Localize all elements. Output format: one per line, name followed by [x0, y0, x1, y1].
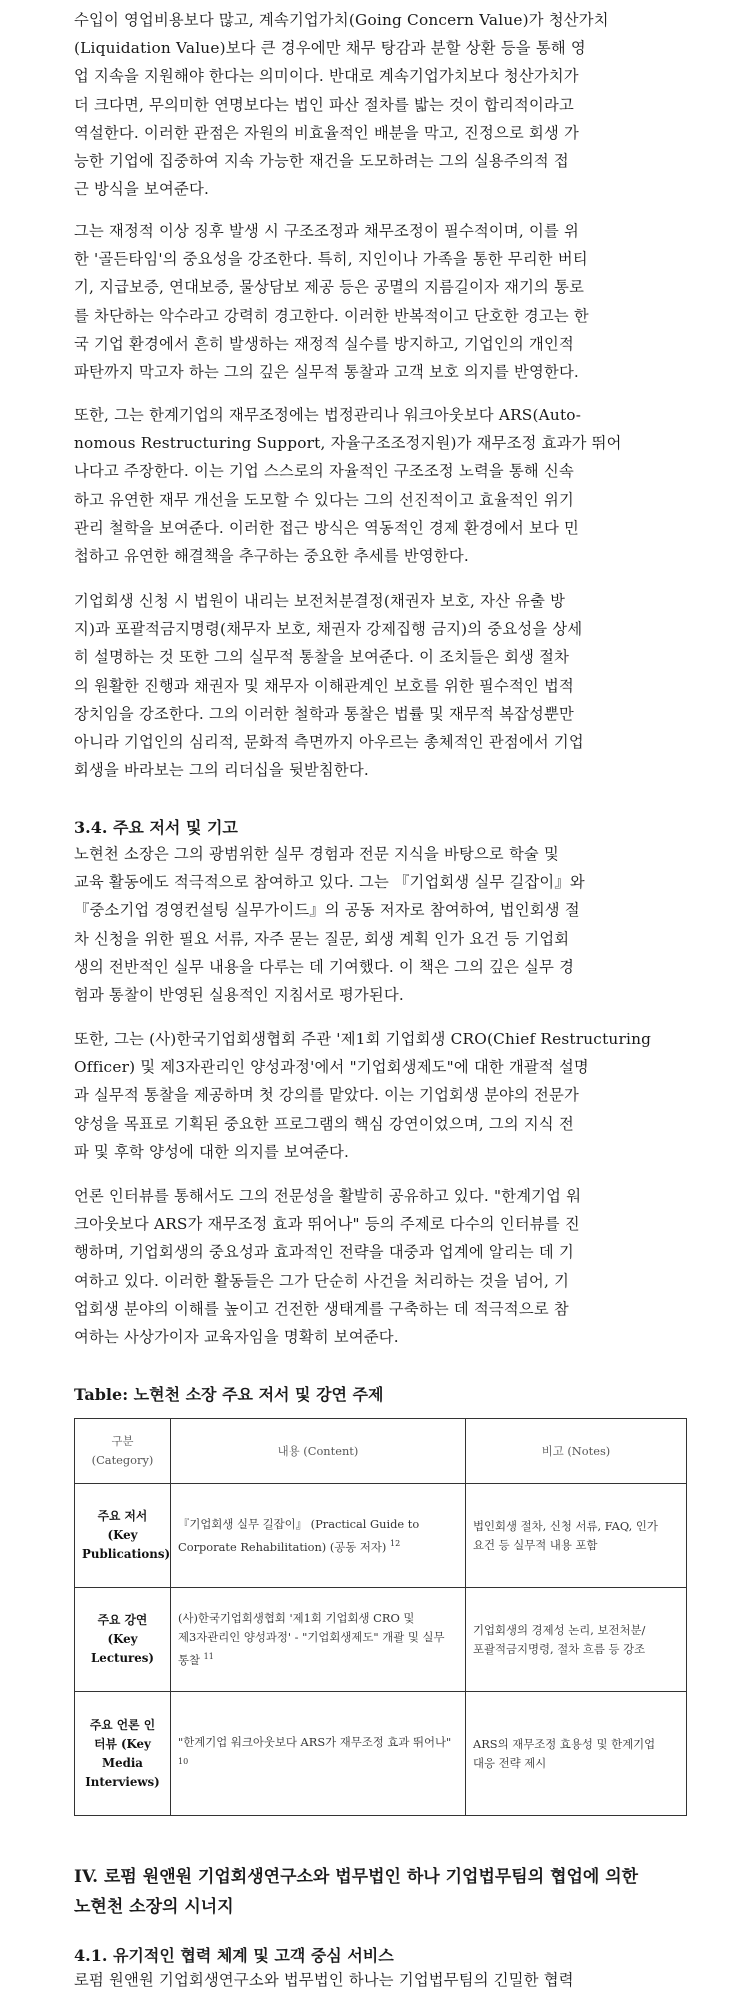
citation-ref: 12: [390, 1538, 401, 1548]
text-line: 파 및 후학 양성에 대한 의지를 보여준다.: [74, 1142, 350, 1161]
content-text: (사)한국기업회생협회 '제1회 기업회생 CRO 및 제3자관리인 양성과정' - "기업회생제도" 개괄 및 실무 통찰: [178, 1611, 445, 1667]
paragraph: [74, 6, 688, 203]
text-line: 또한, 그는 (사)한국기업회생협회 주관 '제1회 기업회생 CRO(Chief Restructuring: [74, 1030, 652, 1048]
content-cell: [171, 1588, 466, 1692]
content-text: "한계기업 워크아웃보다 ARS가 재무조정 효과 뛰어나": [178, 1734, 452, 1749]
table-row: [75, 1692, 687, 1816]
text-line: 생의 전반적인 실무 내용을 다루는 데 기여했다. 이 책은 그의 깊은 실무 경: [74, 957, 575, 976]
paragraph: [74, 840, 688, 1009]
table-header-row: [75, 1419, 687, 1484]
table-row: [75, 1484, 687, 1588]
text-line: 근 방식을 보여준다.: [74, 180, 210, 199]
table-row: [75, 1588, 687, 1692]
header-text: (Category): [91, 1453, 154, 1467]
heading-line: 노현천 소장의 시너지: [74, 1897, 234, 1917]
text-line: 역설한다. 이러한 관점은 자원의 비효율적인 배분을 막고, 진정으로 회생 가: [74, 123, 579, 142]
publications-table: [74, 1418, 687, 1816]
text-line: (Liquidation Value)보다 큰 경우에만 채무 탕감과 분할 상환 등을 통해 영: [74, 39, 586, 58]
text-line: 능한 기업에 집중하여 지속 가능한 재건을 도모하려는 그의 실용주의적 접: [74, 152, 569, 171]
paragraph: [74, 1966, 688, 1994]
text-line: 크아웃보다 ARS가 재무조정 효과 뛰어나" 등의 주제로 다수의 인터뷰를 진: [74, 1215, 580, 1234]
text-line: Officer) 및 제3자관리인 양성과정'에서 "기업회생제도"에 대한 개괄적 설명: [74, 1058, 589, 1077]
text-line: 『중소기업 경영컨설팅 실무가이드』의 공동 저자로 참여하여, 법인회생 절: [74, 901, 580, 920]
paragraph: [74, 1025, 688, 1166]
text-line: 차 신청을 위한 필요 서류, 자주 묻는 질문, 회생 계획 인가 요건 등 기업회: [74, 929, 570, 948]
text-line: 과 실무적 통찰을 제공하며 첫 강의를 맡았다. 이는 기업회생 분야의 전문가: [74, 1086, 579, 1105]
column-header-content: 내용 (Content): [171, 1419, 466, 1484]
text-line: 아니라 기업인의 심리적, 문화적 측면까지 아우르는 총체적인 관점에서 기업: [74, 733, 584, 752]
text-line: 업 지속을 지원해야 한다는 의미이다. 반대로 계속기업가치보다 청산가치가: [74, 67, 579, 86]
text-line: 의 원활한 진행과 채권자 및 채무자 이해관계인 보호를 위한 필수적인 법적: [74, 676, 574, 695]
category-text: 터뷰 (Key: [94, 1736, 151, 1751]
category-text: 주요 언론 인: [89, 1717, 156, 1732]
table-caption: Table: 노현천 소장 주요 저서 및 강연 주제: [74, 1385, 384, 1404]
text-line: 한 '골든타임'의 중요성을 강조한다. 특히, 지인이나 가족을 통한 무리한 버티: [74, 250, 588, 269]
category-text: Publications): [82, 1547, 171, 1561]
category-text: 주요 저서: [97, 1509, 148, 1523]
paragraph: [74, 1182, 688, 1351]
text-line: 국 기업 환경에서 흔히 발생하는 재정적 실수를 방지하고, 기업인의 개인적: [74, 334, 574, 353]
text-line: 여하고 있다. 이러한 활동들은 그가 단순히 사건을 처리하는 것을 넘어, 기: [74, 1271, 570, 1290]
text-line: 행하며, 기업회생의 중요성과 효과적인 전략을 대중과 업계에 알리는 데 기: [74, 1243, 574, 1262]
text-line: 회생을 바라보는 그의 리더십을 뒷받침한다.: [74, 761, 369, 780]
text-line: 업회생 분야의 이해를 높이고 건전한 생태계를 구축하는 데 적극적으로 참: [74, 1299, 569, 1318]
category-text: (Key: [107, 1528, 138, 1542]
text-line: 더 크다면, 무의미한 연명보다는 법인 파산 절차를 밟는 것이 합리적이라고: [74, 95, 574, 114]
text-line: 기, 지급보증, 연대보증, 물상담보 제공 등은 공멸의 지름길이자 재기의 통로: [74, 278, 585, 297]
text-line: 험과 통찰이 반영된 실용적인 지침서로 평가된다.: [74, 986, 404, 1005]
column-header-notes: 비고 (Notes): [466, 1419, 687, 1484]
text-line: 수입이 영업비용보다 많고, 계속기업가치(Going Concern Value)가 청산가치: [74, 11, 609, 29]
text-line: 나다고 주장한다. 이는 기업 스스로의 자율적인 구조조정 노력을 통해 신속: [74, 462, 574, 481]
category-text: 주요 강연: [97, 1613, 148, 1627]
text-line: 첩하고 유연한 해결책을 추구하는 중요한 추세를 반영한다.: [74, 547, 469, 566]
category-text: Interviews): [85, 1774, 160, 1789]
notes-cell: ARS의 재무조정 효용성 및 한계기업 대응 전략 제시: [466, 1692, 687, 1816]
section-heading-4-1: 4.1. 유기적인 협력 체계 및 고객 중심 서비스: [74, 1946, 394, 1965]
text-line: 지)과 포괄적금지명령(채무자 보호, 채권자 강제집행 금지)의 중요성을 상세: [74, 620, 583, 639]
citation-ref: 11: [203, 1652, 214, 1662]
category-text: (Key: [107, 1632, 138, 1646]
text-line: 기업회생 신청 시 법원이 내리는 보전처분결정(채권자 보호, 자산 유출 방: [74, 592, 566, 610]
notes-cell: 법인회생 절차, 신청 서류, FAQ, 인가 요건 등 실무적 내용 포함: [466, 1484, 687, 1588]
content-text: 『기업회생 실무 길잡이』 (Practical Guide to Corporate Rehabilitation) (공동 저자): [178, 1516, 420, 1554]
column-header-category: [75, 1419, 171, 1484]
notes-cell: 기업회생의 경제성 논리, 보전처분/포괄적금지명령, 절차 흐름 등 강조: [466, 1588, 687, 1692]
category-text: Media: [102, 1755, 143, 1770]
category-cell: [75, 1692, 171, 1816]
category-text: Lectures): [91, 1651, 154, 1665]
paragraph: [74, 587, 688, 784]
citation-ref: 10: [178, 1756, 189, 1766]
text-line: 하고 유연한 재무 개선을 도모할 수 있다는 그의 선진적이고 효율적인 위기: [74, 490, 574, 509]
text-line: 양성을 목표로 기획된 중요한 프로그램의 핵심 강연이었으며, 그의 지식 전: [74, 1114, 574, 1133]
text-line: 여하는 사상가이자 교육자임을 명확히 보여준다.: [74, 1328, 399, 1347]
text-line: 파탄까지 막고자 하는 그의 깊은 실무적 통찰과 고객 보호 의지를 반영한다.: [74, 363, 579, 382]
section-heading-iv: [74, 1862, 694, 1922]
heading-line: IV. 로펌 원앤원 기업회생연구소와 법무법인 하나 기업법무팀의 협업에 의한: [74, 1867, 639, 1887]
text-line: 를 차단하는 악수라고 강력히 경고한다. 이러한 반복적이고 단호한 경고는 한: [74, 306, 589, 325]
text-line: 히 설명하는 것 또한 그의 실무적 통찰을 보여준다. 이 조치들은 회생 절차: [74, 648, 570, 667]
content-cell: [171, 1692, 466, 1816]
text-line: 또한, 그는 한계기업의 재무조정에는 법정관리나 워크아웃보다 ARS(Auto-: [74, 406, 582, 424]
text-line: nomous Restructuring Support, 자율구조조정지원)가 재무조정 효과가 뛰어: [74, 434, 622, 453]
text-line: 로펌 원앤원 기업회생연구소와 법무법인 하나는 기업법무팀의 긴밀한 협력: [74, 1971, 574, 1989]
text-line: 교육 활동에도 적극적으로 참여하고 있다. 그는 『기업회생 실무 길잡이』와: [74, 873, 585, 892]
content-cell: [171, 1484, 466, 1588]
section-heading-3-4: 3.4. 주요 저서 및 기고: [74, 818, 238, 837]
category-cell: [75, 1484, 171, 1588]
text-line: 장치임을 강조한다. 그의 이러한 철학과 통찰은 법률 및 재무적 복잡성뿐만: [74, 704, 574, 723]
paragraph: [74, 217, 688, 386]
text-line: 노현천 소장은 그의 광범위한 실무 경험과 전문 지식을 바탕으로 학술 및: [74, 845, 559, 863]
category-cell: [75, 1588, 171, 1692]
paragraph: [74, 401, 688, 570]
text-line: 관리 철학을 보여준다. 이러한 접근 방식은 역동적인 경제 환경에서 보다 민: [74, 518, 579, 537]
text-line: 그는 재정적 이상 징후 발생 시 구조조정과 채무조정이 필수적이며, 이를 위: [74, 222, 579, 240]
header-text: 구분: [111, 1434, 134, 1448]
text-line: 언론 인터뷰를 통해서도 그의 전문성을 활발히 공유하고 있다. "한계기업 워: [74, 1187, 582, 1205]
